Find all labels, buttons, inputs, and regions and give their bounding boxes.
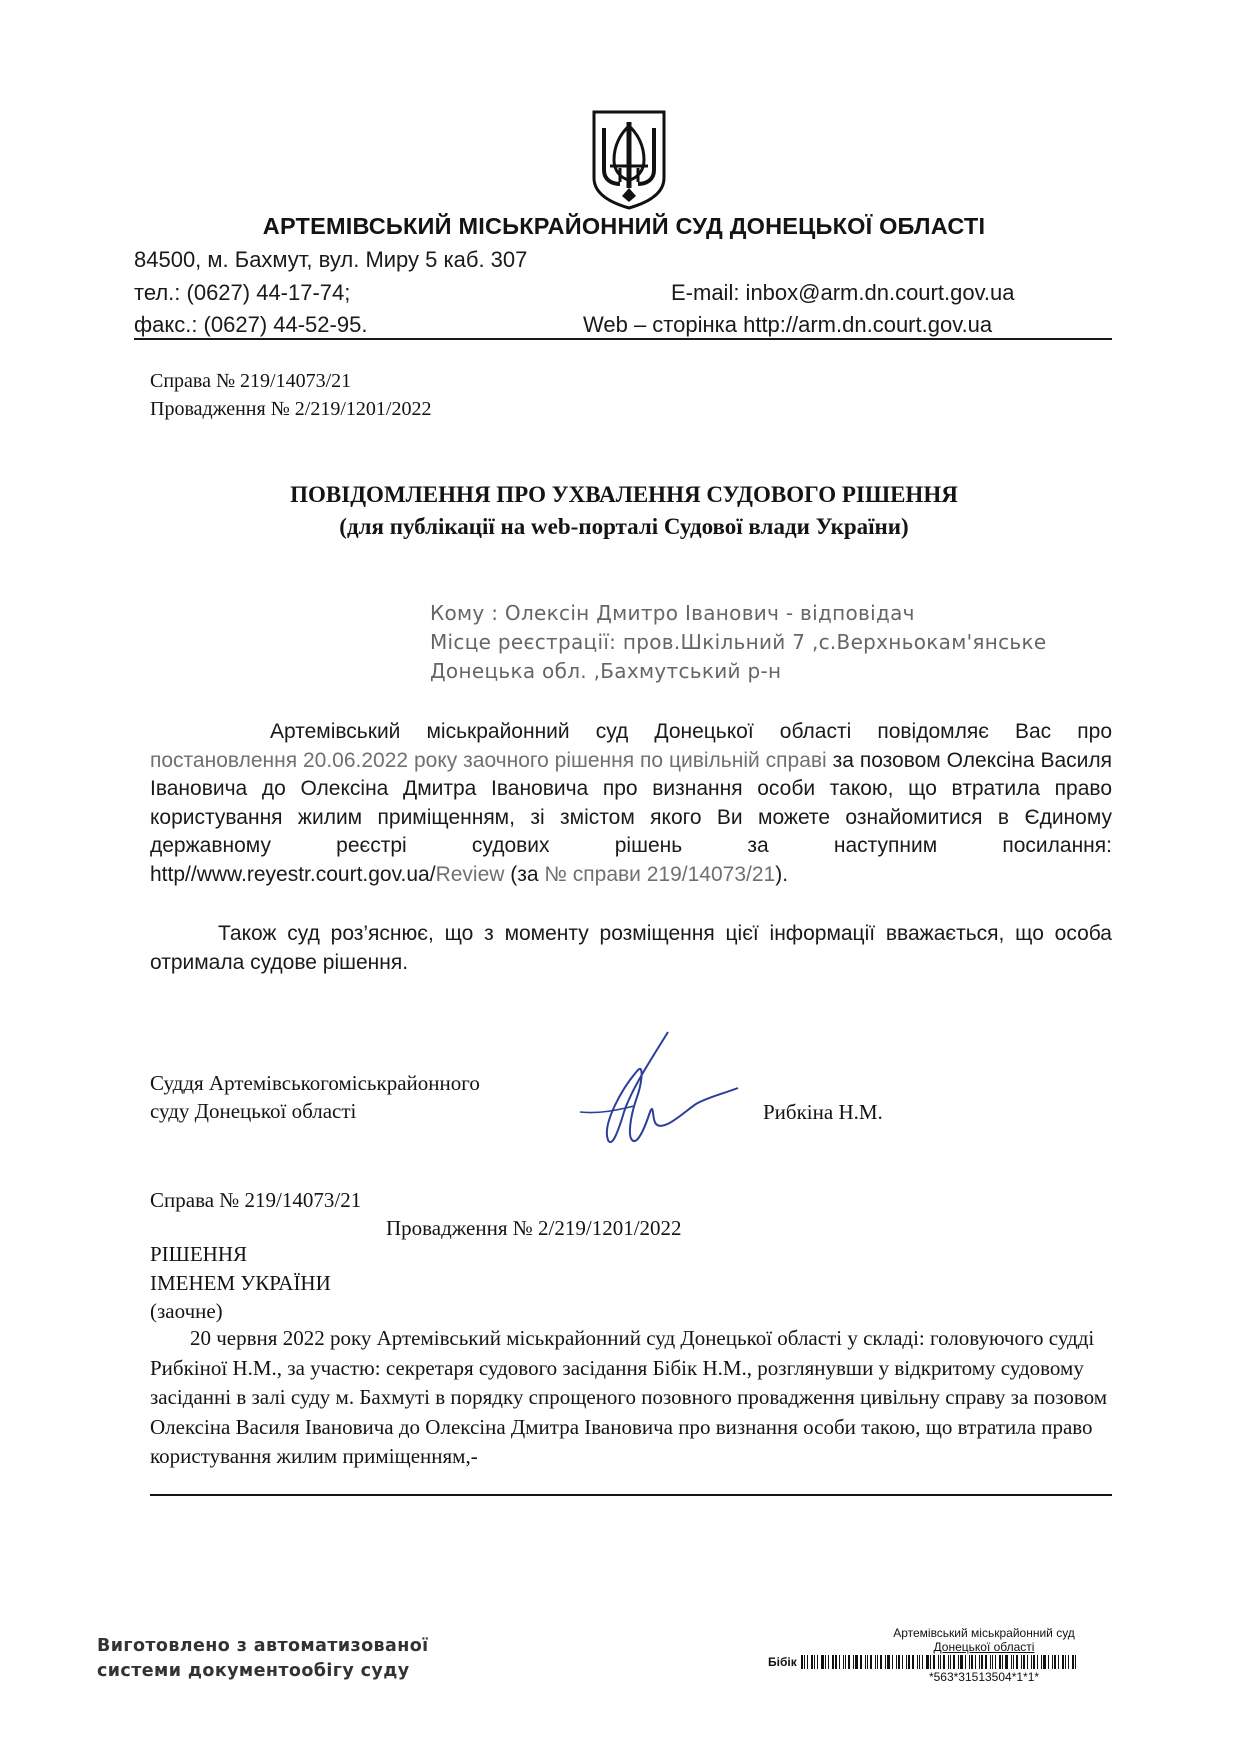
barcode-bar [885,1655,886,1669]
barcode-bar [1011,1655,1012,1669]
barcode-bar [845,1655,846,1669]
court-email: E-mail: inbox@arm.dn.court.gov.ua [671,280,1015,305]
judge-signature [572,1028,742,1168]
barcode-bar [880,1655,882,1669]
clarification-paragraph: Також суд роз’яснює, що з моменту розміщення цієї інформації вважається, що особа отримала судове рішення. [150,922,1112,974]
court-address: 84500, м. Бахмут, вул. Миру 5 каб. 307 [134,247,528,272]
barcode-bar [908,1655,910,1669]
barcode-bar [832,1655,834,1669]
notice-text-review: Review [435,862,505,886]
barcode-bar [811,1655,813,1669]
barcode-bar [919,1655,920,1669]
notice-text-end: ). [775,862,789,886]
barcode-bar [839,1655,840,1669]
court-website: Web – сторінка http://arm.dn.court.gov.ua [583,312,993,337]
barcode-bar [804,1655,805,1669]
barcode-bar [860,1655,862,1669]
barcode-bar [1072,1655,1074,1669]
barcode-bar [898,1655,900,1669]
barcode-bar [958,1655,959,1669]
court-phone: тел.: (0627) 44-17-74; [134,280,351,305]
barcode-bar [1075,1655,1076,1669]
barcode-bar [1068,1655,1069,1669]
addressee-to: Кому : Олексін Дмитро Іванович - відповідач [430,601,915,625]
barcode-bar [953,1655,955,1669]
barcode-bar [965,1655,966,1669]
notice-text-case-ref: № справи 219/14073/21 [544,862,776,886]
barcode-bar [865,1655,866,1669]
barcode-bar [1054,1655,1056,1669]
barcode-bar [933,1655,935,1669]
barcode-bar [1016,1655,1018,1669]
barcode-bar [877,1655,878,1669]
barcode-bar [807,1655,808,1669]
decision-end-rule [150,1494,1112,1496]
barcode-bar [940,1655,941,1669]
barcode-bar [938,1655,939,1669]
court-fax: факс.: (0627) 44-52-95. [134,312,368,337]
notice-subtitle: (для публікації на web-порталі Судової влади України) [339,514,909,539]
addressee-region: Донецька обл. ,Бахмутський р-н [430,659,782,683]
barcode-bar [950,1655,951,1669]
notice-text-date: постановлення 20.06.2022 року заочного рішення по цивільній справі [150,748,827,772]
barcode-bar [992,1655,993,1669]
barcode-bar [1021,1655,1022,1669]
decision-heading-nation: ІМЕНЕМ УКРАЇНИ [150,1271,331,1295]
barcode-bar [922,1655,923,1669]
notice-text-paren: (за [504,862,545,886]
barcode-bar [1065,1655,1066,1669]
barcode-bar [825,1655,826,1669]
document-stamp [768,1626,1160,1684]
barcode-bar [902,1655,903,1669]
barcode-bar [1062,1655,1064,1669]
barcode-bar [979,1655,980,1669]
footer-generated-line2: системи документообігу суду [97,1661,410,1681]
decision-heading: РІШЕННЯ [150,1242,248,1266]
decision-proceeding-number: Провадження № 2/219/1201/2022 [386,1216,682,1240]
barcode-bar [848,1655,850,1669]
barcode-bar [960,1655,963,1669]
notice-text-link: за позовом Олексіна Василя Івановича до Олексіна Дмитра Івановича про визнання особи такою, що втратила право користування жилим приміщенням, зі змістом якого Ви можете ознайомитися в Єдиному державному реєстрі судових рішень за наступним посилання: http//www.reyestr.court.gov.ua/ [150,748,1112,886]
barcode-bar [875,1655,876,1669]
barcode-bar [943,1655,945,1669]
barcode-bar [1033,1655,1035,1669]
barcode-bar [1041,1655,1042,1669]
coat-of-arms-emblem [590,108,668,212]
barcode-bar [975,1655,976,1669]
barcode-bar [1013,1655,1014,1669]
stamp-clerk: Бібік [768,1655,797,1669]
case-number: Справа № 219/14073/21 [150,370,352,392]
addressee-registration: Місце реєстрації: пров.Шкільний 7 ,с.Верхньокам'янське [430,630,1047,654]
barcode-code: *563*31513504*1*1* [928,1670,1040,1684]
barcode-bar [1023,1655,1025,1669]
barcode-row [768,1654,1160,1670]
barcode-bar [969,1655,970,1669]
barcode-bar [1048,1655,1049,1669]
barcode-bar [892,1655,893,1669]
barcode-bar [867,1655,868,1669]
barcode-bar [1002,1655,1003,1669]
barcode-bar [912,1655,914,1669]
footer-generated-line1: Виготовлено з автоматизованої [97,1636,429,1656]
proceeding-number: Провадження № 2/219/1201/2022 [150,398,432,420]
judge-title-line1: Суддя Артемівськогоміськрайонного [150,1071,480,1095]
barcode-bar [896,1655,897,1669]
barcode-bar [971,1655,973,1669]
barcode-bar [814,1655,815,1669]
judge-name: Рибкіна Н.М. [763,1100,883,1124]
barcode-bar [917,1655,918,1669]
barcode-bar [817,1655,818,1669]
barcode-bar [1027,1655,1028,1669]
decision-type: (заочне) [150,1299,223,1323]
decision-text: 20 червня 2022 року Артемівський міськрайонний суд Донецької області у складі: головуючого судді Рибкіної Н.М., за участю: секретаря судового засідання Бібік Н.М., розглянувши у відкритому судовому засіданні в залі суду м. Бахмуті в порядку спрощеного позовного провадження цивільну справу за позовом Олексіна Василя Івановича до Олексіна Дмитра Івановича про визнання особи такою, що втратила право користування жилим приміщенням,- [150,1326,1108,1468]
barcode-bar [1031,1655,1032,1669]
stamp-court-line2: Донецької області [933,1640,1035,1654]
barcode-bar [835,1655,837,1669]
barcode-bar [1005,1655,1008,1669]
barcode-bar [990,1655,991,1669]
barcode [801,1655,1078,1669]
barcode-bar [1058,1655,1059,1669]
court-name: АРТЕМІВСЬКИЙ МІСЬКРАЙОННИЙ СУД ДОНЕЦЬКОЇ ОБЛАСТІ [262,213,986,239]
header-divider [134,338,1112,340]
barcode-bar [926,1655,929,1669]
barcode-bar [995,1655,996,1669]
notice-title: ПОВІДОМЛЕННЯ ПРО УХВАЛЕННЯ СУДОВОГО РІШЕННЯ [290,482,958,507]
decision-case-number: Справа № 219/14073/21 [150,1188,362,1212]
barcode-bar [1052,1655,1053,1669]
barcode-bar [906,1655,907,1669]
barcode-bar [930,1655,931,1669]
barcode-bar [855,1655,858,1669]
barcode-bar [1037,1655,1038,1669]
barcode-bar [843,1655,844,1669]
barcode-bar [821,1655,824,1669]
barcode-bar [828,1655,829,1669]
notice-text: Артемівський міськрайонний суд Донецької області повідомляє Вас про [270,720,1112,743]
barcode-bar [948,1655,949,1669]
judge-title-line2: суду Донецької області [150,1099,357,1123]
barcode-bar [801,1655,803,1669]
barcode-bar [985,1655,987,1669]
stamp-court-line1: Артемівський міськрайонний суд [893,1626,1075,1640]
barcode-bar [870,1655,872,1669]
barcode-bar [887,1655,890,1669]
barcode-bar [1043,1655,1046,1669]
barcode-bar [981,1655,983,1669]
barcode-bar [999,1655,1001,1669]
notice-paragraph [150,718,1112,889]
barcode-bar [853,1655,854,1669]
